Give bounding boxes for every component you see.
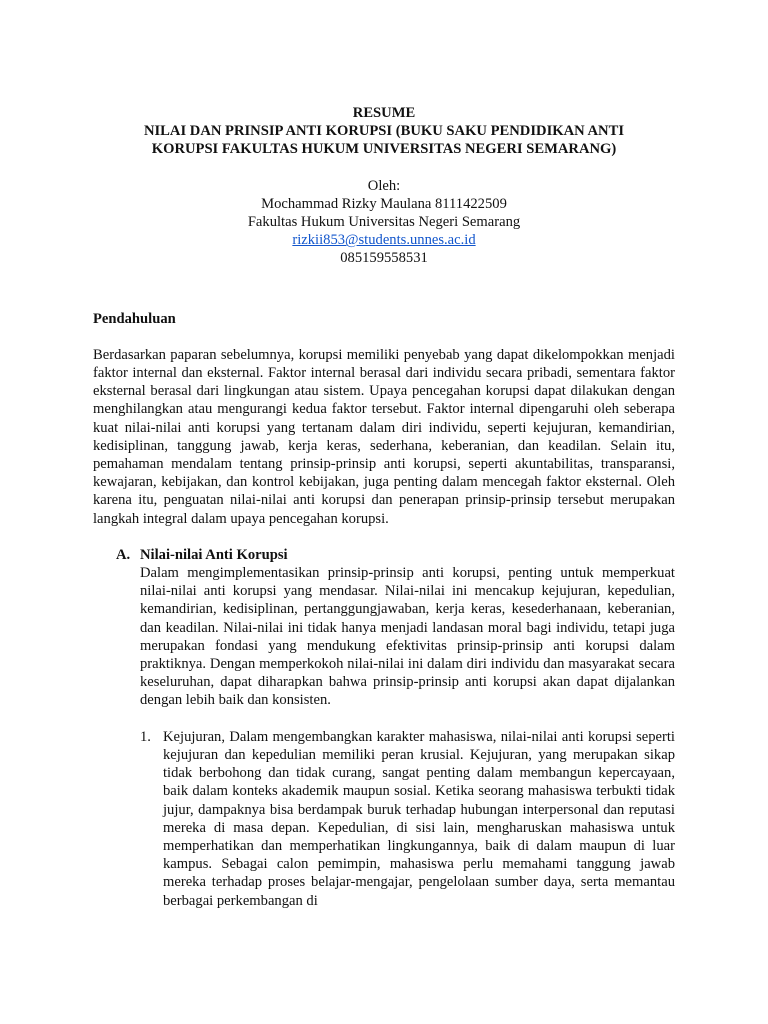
by-label: Oleh: [367, 177, 401, 194]
title-block [93, 104, 675, 159]
list-item-1-marker: 1. [140, 728, 151, 745]
list-item-1-paragraph: Kejujuran, Dalam mengembangkan karakter mahasiswa, nilai-nilai anti korupsi seperti kejujuran dan kepedulian memiliki peran krusial. Kejujuran, yang merupakan sikap tidak berbohong dan tidak curang, sangat penting dalam membangun kepercayaan, baik dalam konteks akademik maupun sosial. Ketika seorang mahasiswa terbukti tidak jujur, dampaknya bisa berdampak buruk terhadap hubungan interpersonal dan reputasi mereka di masa depan. Kepedulian, di sisi lain, mengharuskan mahasiswa untuk memperhatikan dan memperhatikan lingkungannya, baik di dalam maupun di luar kampus. Sebagai calon pemimpin, mahasiswa perlu memahami tanggung jawab mereka terhadap proses belajar-mengajar, pengelolaan sumber daya, serta memantau berbagai perkembangan di [163, 728, 675, 909]
author-name-id: Mochammad Rizky Maulana 8111422509 [261, 195, 507, 212]
resume-label: RESUME [352, 105, 416, 121]
author-email-link[interactable]: rizkii853@students.unnes.ac.id [292, 232, 476, 249]
document-page [93, 104, 675, 910]
list-item-1 [93, 728, 675, 910]
author-block [93, 177, 675, 268]
title-line-2: KORUPSI FAKULTAS HUKUM UNIVERSITAS NEGERI SEMARANG) [151, 141, 617, 158]
author-phone: 085159558531 [340, 250, 428, 267]
section-a-paragraph: Dalam mengimplementasikan prinsip-prinsip anti korupsi, penting untuk memperkuat nilai-nilai anti korupsi yang mendasar. Nilai-nilai ini mencakup kejujuran, kepedulian, kemandirian, kedisiplinan, pertanggungjawaban, kerja keras, kesederhanaan, keberanian, dan keadilan. Nilai-nilai ini tidak hanya menjadi landasan moral bagi individu, tetapi juga merupakan fondasi yang mendukung efektivitas prinsip-prinsip anti korupsi dalam praktiknya. Dengan memperkokoh nilai-nilai ini dalam diri individu dan masyarakat secara keseluruhan, dapat diharapkan bahwa prinsip-prinsip anti korupsi akan dapat dijalankan dengan lebih baik dan konsisten. [140, 565, 675, 709]
intro-heading: Pendahuluan [93, 310, 176, 327]
section-a-heading: Nilai-nilai Anti Korupsi [140, 546, 288, 563]
author-institution: Fakultas Hukum Universitas Negeri Semarang [247, 214, 521, 231]
section-a [93, 546, 675, 710]
section-a-marker: A. [116, 546, 131, 563]
title-line-1: NILAI DAN PRINSIP ANTI KORUPSI (BUKU SAKU PENDIDIKAN ANTI [143, 123, 625, 140]
intro-paragraph: Berdasarkan paparan sebelumnya, korupsi memiliki penyebab yang dapat dikelompokkan menjadi faktor internal dan eksternal. Faktor internal berasal dari individu secara pribadi, sementara faktor eksternal berasal dari lingkungan atau sistem. Upaya pencegahan korupsi dapat dilakukan dengan menghilangkan atau mengurangi kedua faktor tersebut. Faktor internal dipengaruhi oleh seberapa kuat nilai-nilai anti korupsi yang tertanam dalam diri individu, seperti kejujuran, kemandirian, kedisiplinan, tanggung jawab, kerja keras, sederhana, keberanian, dan keadilan. Selain itu, pemahaman mendalam tentang prinsip-prinsip anti korupsi, seperti akuntabilitas, transparansi, kewajaran, kebijakan, dan kontrol kebijakan, juga penting dalam mencegah faktor eksternal. Oleh karena itu, penguatan nilai-nilai anti korupsi dan penerapan prinsip-prinsip tersebut merupakan langkah integral dalam upaya pencegahan korupsi. [93, 346, 675, 527]
